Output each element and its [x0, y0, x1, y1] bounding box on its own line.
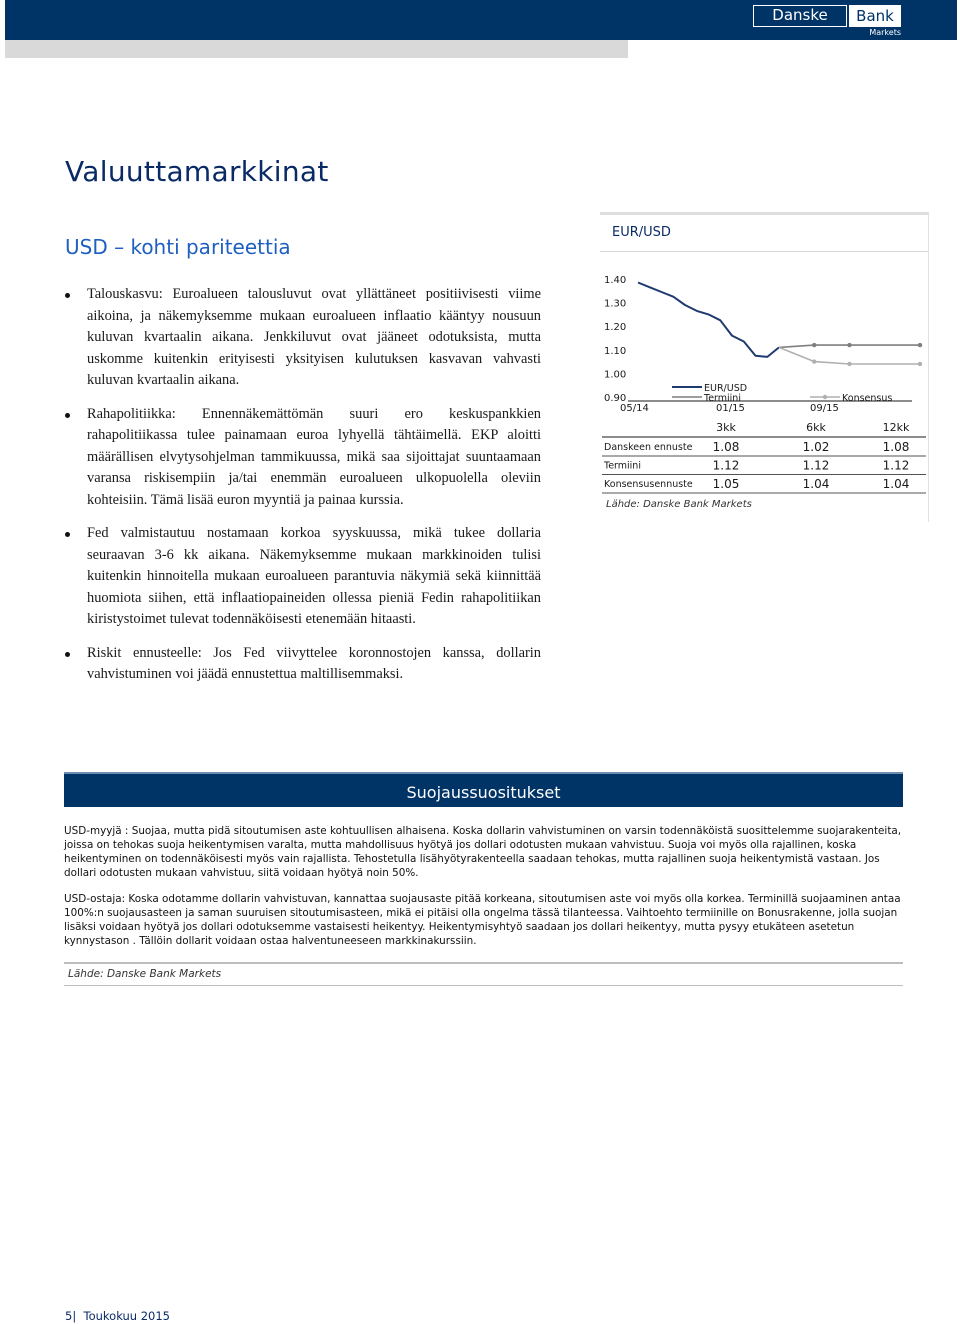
divider	[64, 962, 903, 964]
bullet-text: Rahapolitiikka: Ennennäkemättömän suuri ero keskuspankkien rahapolitiikassa tulee painamaan euroa lyhyellä tähtäimellä. EKP aloitti määrällisen elvytysohjelman tammikuussa, mikä saa sijoittajat suuntaamaan varansa riskisempiin ja/tai enemmän euroalueen ulkopuolella oleviin kohteisiin. Tämä lisää euron myyntiä ja painaa kurssia.	[87, 405, 541, 508]
y-tick-label: 1.10	[604, 345, 627, 357]
series-point	[918, 343, 922, 347]
logo-word-danske: Danske	[753, 5, 847, 27]
hedging-paragraph-buyer: USD-ostaja: Koska odotamme dollarin vahvistuvan, kannattaa suojausaste pitää korkeana, sitoutumisen aste voi myös olla korkea. Terminillä suojaaminen antaa 100%:n suojausasteen ja saman suuruisen sitoutumisasteen, mikä ei pitäisi olla ongelma tässä tilanteessa. Vaihtoehto termiinille on Bonusrakenne, jolla suojan lisäksi voidaan hyötyä jos dollari odotuksemme vastaisesti heikentyy. Heikentymisyhtyö saadaan jos dollari heikentyy, mutta pysyy etukäteen asetetun kynnystason . Tällöin dollarit voidaan ostaa halventuneeseen markkinakurssiin.	[64, 893, 901, 947]
series-line-konsensus	[779, 347, 920, 364]
hedging-title: Suojaussuositukset	[406, 783, 561, 802]
bullet-dot-icon	[65, 652, 70, 657]
footer-separator: |	[72, 1309, 77, 1323]
section-title: USD – kohti pariteettia	[65, 235, 291, 259]
bullet-item	[65, 284, 541, 392]
hedging-paragraph-seller: USD-myyjä : Suojaa, mutta pidä sitoutumisen aste kohtuullisen alhaisena. Koska dollarin vahvistuminen on varsin todennäköistä suosittelemme suojarakenteita, joissa on tehokas suoja heikentymisen varalta, mutta mahdollisuus hyötyä jos dollari odotusten mukaan vahvistuu. Suoja voi myös olla rajallinen, koska heikentyminen on todennäköisesti myös vain rajallista. Tehostetulla lisähyötyrakenteella saadaan tehokas, mutta rajallinen suoja heikentymistä vastaan. Jos dollari odotusten mukaan vahvistuu, siitä voidaan hyötyä noin 50%.	[64, 825, 902, 879]
logo-word-markets: Markets	[869, 28, 901, 37]
bullet-text: Riskit ennusteelle: Jos Fed viivyttelee koronnostojen kanssa, dollarin vahvistuminen voi jäädä ennustettua maltillisemmaksi.	[87, 644, 541, 682]
table-header: 12kk	[882, 421, 910, 434]
y-tick-label: 1.40	[604, 275, 627, 286]
legend-label: Konsensus	[842, 393, 893, 404]
bullet-list	[65, 284, 541, 698]
series-point	[847, 362, 851, 366]
page-footer	[65, 1309, 170, 1323]
bullet-dot-icon	[65, 293, 70, 298]
x-tick-label: 05/14	[620, 403, 649, 414]
table-row-label: Danskeen ennuste	[604, 442, 693, 453]
footer-date: Toukokuu 2015	[83, 1309, 171, 1323]
y-tick-label: 1.00	[604, 369, 627, 381]
danske-bank-logo	[753, 5, 901, 39]
series-point	[847, 343, 851, 347]
series-point	[812, 359, 816, 363]
table-cell: 1.12	[712, 458, 740, 473]
series-line-eur-usd	[638, 283, 779, 357]
legend-label: EUR/USD	[704, 383, 748, 394]
hedging-source: Lähde: Danske Bank Markets	[68, 968, 222, 980]
page-title: Valuuttamarkkinat	[65, 155, 329, 188]
hedging-header	[64, 772, 903, 807]
y-tick-label: 1.20	[604, 322, 627, 334]
table-header: 3kk	[716, 421, 736, 434]
bullet-item	[65, 404, 541, 512]
table-row-label: Termiini	[604, 460, 641, 472]
eurusd-chart-box	[600, 212, 929, 522]
bullet-text: Fed valmistautuu nostamaan korkoa syyskuussa, mikä tukee dollaria seuraavan 3-6 kk aikana. Näkemyksemme mukaan markkinoiden tulisi kuitenkin hinnoitella mukaan euroalueen parantuvia näkymiä sekä kiinnittää huomiota siihen, että inflaatiopaineiden ollessa pieniä Fedin rahapolitiikan kiristystoimet tulevat todennäköisesti etenemään hitaasti.	[87, 525, 541, 627]
chart-box-title: EUR/USD	[612, 225, 671, 240]
x-tick-label: 09/15	[810, 403, 839, 414]
eurusd-chart	[600, 215, 929, 525]
bullet-item	[65, 523, 541, 631]
table-cell: 1.04	[882, 477, 910, 491]
series-point	[918, 362, 922, 366]
bullet-dot-icon	[65, 532, 70, 537]
legend-label: Termiini	[704, 393, 741, 404]
table-cell: 1.08	[712, 440, 740, 454]
bullet-text: Talouskasvu: Euroalueen talousluvut ovat yllättäneet positiivisesti viime aikoina, ja näkemyksemme mukaan euroalueen inflaatio kääntyy nousuun kuluvan kvartaalin aikana. Jenkkiluvut ovat jääneet odotuksista, mutta uskomme kuitenkin erityisesti yksityisen kulutuksen kasvavan vahvasti kuluvan kvartaalin aikana.	[87, 286, 541, 388]
y-tick-label: 0.90	[604, 393, 627, 404]
legend-marker-konsensus	[823, 395, 827, 399]
logo-word-bank: Bank	[849, 5, 901, 27]
bullet-item	[65, 643, 541, 686]
table-cell: 1.02	[802, 440, 830, 454]
chart-source: Lähde: Danske Bank Markets	[606, 499, 752, 510]
table-cell: 1.04	[802, 477, 830, 491]
bullet-dot-icon	[65, 413, 70, 418]
header-accent-bar	[5, 40, 628, 58]
table-row-label: Konsensusennuste	[604, 479, 693, 490]
table-cell: 1.08	[882, 440, 910, 454]
table-cell: 1.05	[712, 477, 740, 491]
divider	[64, 985, 903, 986]
table-cell: 1.12	[882, 458, 910, 473]
table-header: 6kk	[806, 421, 826, 434]
table-cell: 1.12	[802, 458, 830, 473]
series-point	[812, 343, 816, 347]
hedging-header-line	[64, 772, 903, 774]
x-tick-label: 01/15	[716, 403, 745, 414]
y-tick-label: 1.30	[604, 298, 627, 310]
page-number: 5	[65, 1309, 73, 1323]
